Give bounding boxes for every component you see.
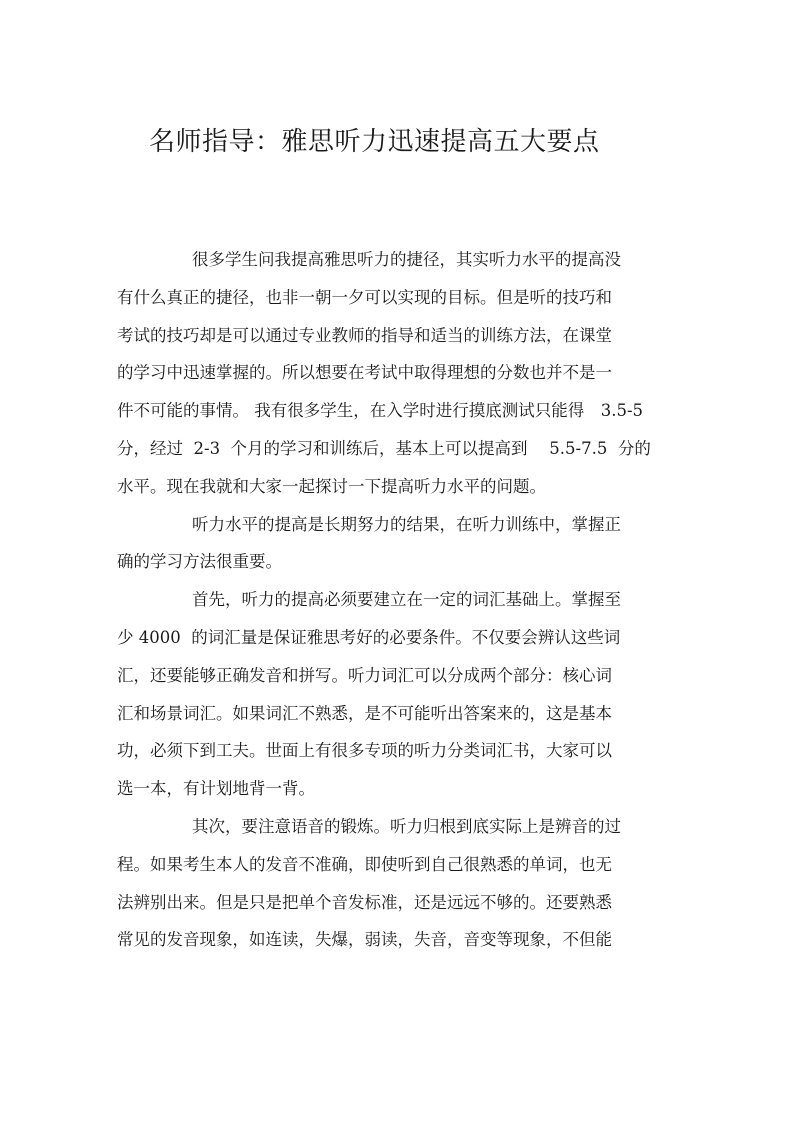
paragraph-line: 少 4000 的词汇量是保证雅思考好的必要条件。不仅要会辨认这些词	[117, 627, 621, 647]
paragraph-line: 分，经过 2-3 个月的学习和训练后，基本上可以提高到 5.5-7.5 分的	[117, 438, 651, 458]
paragraph-line: 法辨别出来。但是只是把单个音发标准，还是远远不够的。还要熟悉	[117, 892, 612, 912]
paragraph-line: 水平。现在我就和大家一起探讨一下提高听力水平的问题。	[117, 476, 546, 496]
paragraph-line: 很多学生问我提高雅思听力的捷径，其实听力水平的提高没	[192, 250, 621, 269]
paragraph-line: 其次，要注意语音的锻炼。听力归根到底实际上是辨音的过	[192, 816, 621, 836]
paragraph-line: 首先，听力的提高必须要建立在一定的词汇基础上。掌握至	[192, 590, 621, 610]
paragraph-line: 确的学习方法很重要。	[117, 552, 282, 572]
paragraph-line: 常见的发音现象，如连读，失爆，弱读，失音，音变等现象，不但能	[117, 930, 612, 950]
paragraph-line: 程。如果考生本人的发音不准确，即使听到自己很熟悉的单词，也无	[117, 854, 612, 874]
document-body	[117, 247, 677, 965]
paragraph-line: 件不可能的事情。 我有很多学生，在入学时进行摸底测试只能得 3.5-5	[117, 401, 644, 421]
paragraph-line: 选一本，有计划地背一背。	[117, 779, 315, 799]
document-title: 名师指导：雅思听力迅速提高五大要点	[149, 127, 600, 157]
paragraph-line: 考试的技巧却是可以通过专业教师的指导和适当的训练方法，在课堂	[117, 325, 612, 345]
paragraph-line: 汇，还要能够正确发音和拼写。听力词汇可以分成两个部分：核心词	[117, 665, 612, 685]
paragraph-line: 有什么真正的捷径，也非一朝一夕可以实现的目标。但是听的技巧和	[117, 287, 612, 307]
paragraph-line: 的学习中迅速掌握的。所以想要在考试中取得理想的分数也并不是一	[117, 363, 612, 383]
paragraph-line: 听力水平的提高是长期努力的结果，在听力训练中，掌握正	[192, 514, 621, 534]
paragraph-line: 汇和场景词汇。如果词汇不熟悉，是不可能听出答案来的，这是基本	[117, 703, 612, 723]
paragraph-line: 功，必须下到工夫。世面上有很多专项的听力分类词汇书，大家可以	[117, 741, 612, 761]
